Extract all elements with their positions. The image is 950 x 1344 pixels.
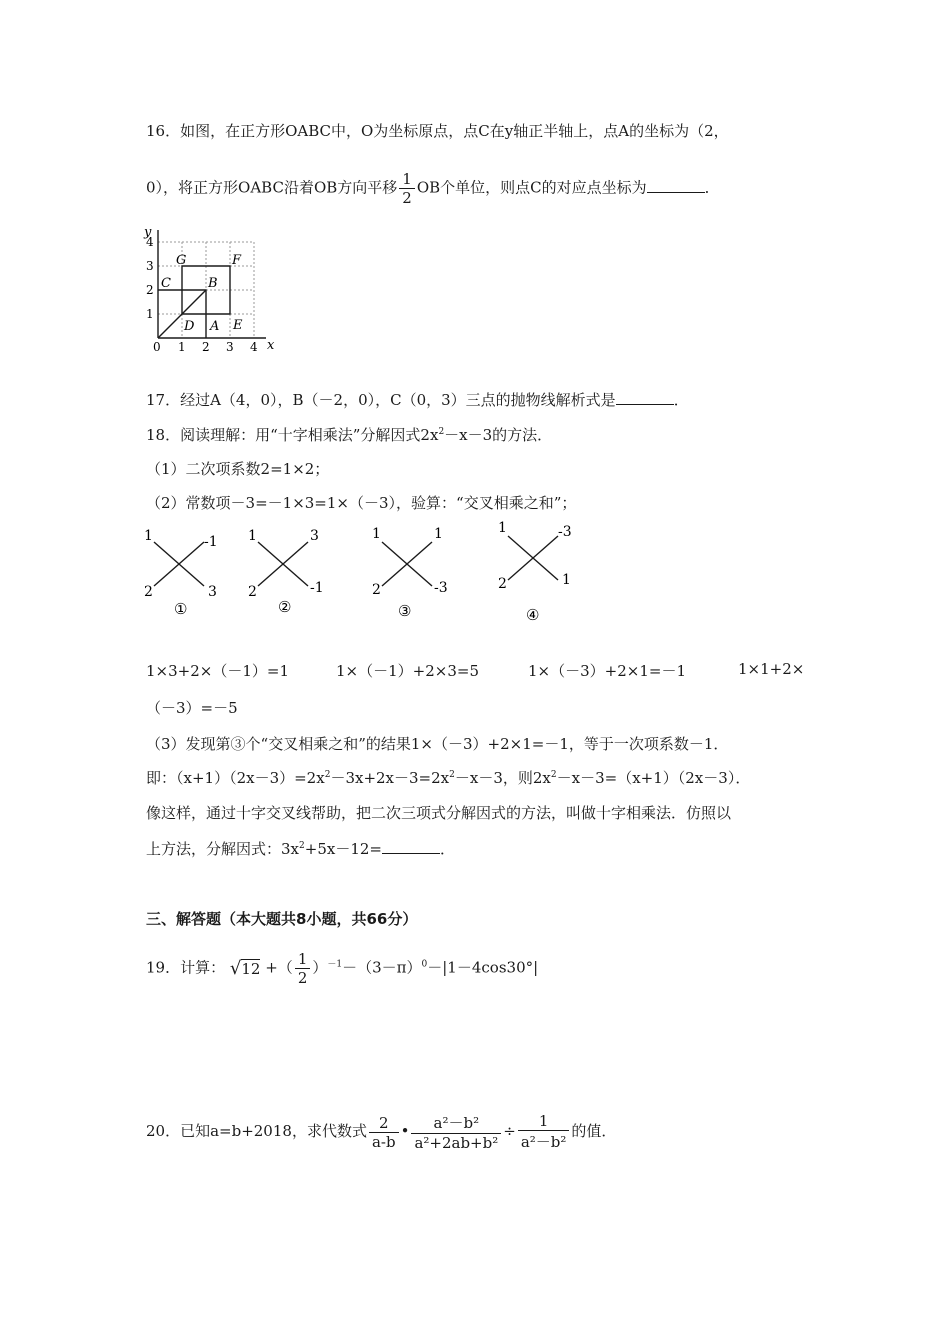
point-g-label: G bbox=[176, 253, 187, 268]
q19-minus-3pi: －（3－π） bbox=[342, 958, 422, 977]
q20-suffix: 的值． bbox=[571, 1122, 617, 1140]
y-axis-label: y bbox=[144, 225, 152, 240]
cross1-label: ① bbox=[174, 600, 188, 618]
cross3-tl: 1 bbox=[372, 526, 381, 542]
q18-ie-c: －x－3，则2x bbox=[454, 769, 551, 787]
q20-line bbox=[146, 1112, 616, 1152]
q19-frac-num: 1 bbox=[295, 950, 311, 969]
q18-ie bbox=[146, 767, 750, 788]
q18-intro-a: 18．阅读理解：用“十字相乘法”分解因式2x bbox=[146, 426, 439, 444]
q16-fraction bbox=[399, 170, 415, 207]
q17-text: 17．经过A（4，0），B（－2，0），C（0，3）三点的抛物线解析式是 bbox=[146, 391, 616, 409]
q20-fraction-3 bbox=[518, 1112, 570, 1152]
q17-answer-blank bbox=[616, 392, 674, 405]
q19-prefix: 19．计算： bbox=[146, 958, 226, 977]
cross-result-1: 1×3+2×（－1）=1 bbox=[146, 662, 289, 680]
q20-f3-num: 1 bbox=[518, 1112, 570, 1131]
cross-result-4-cont: （－3）=－5 bbox=[146, 699, 238, 717]
q20-f1-num: 2 bbox=[369, 1114, 399, 1133]
q18-ie-sup3: 2 bbox=[550, 770, 557, 780]
q16-line1: 16．如图，在正方形OABC中，O为坐标原点，点C在y轴正半轴上，点A的坐标为（2， bbox=[146, 122, 729, 140]
point-f-label: F bbox=[232, 253, 242, 268]
q20-fraction-2 bbox=[411, 1112, 501, 1152]
y-tick-4: 4 bbox=[146, 235, 154, 249]
q18-intro-b: －x－3的方法． bbox=[444, 426, 553, 444]
q18-ie-b: －3x+2x－3=2x bbox=[330, 769, 450, 787]
cross4-br: 1 bbox=[562, 572, 571, 588]
q19-sqrt bbox=[230, 958, 261, 979]
q18-intro bbox=[146, 424, 552, 445]
cross-diagram-2 bbox=[244, 522, 334, 622]
cross4-label: ④ bbox=[526, 606, 540, 624]
q17-end: ． bbox=[673, 391, 689, 409]
cross-result-4: 1×1+2× bbox=[738, 660, 805, 678]
q20-dot: • bbox=[400, 1122, 410, 1140]
sqrt-icon: √ bbox=[229, 958, 242, 979]
section3-title: 三、解答题（本大题共8小题，共66分） bbox=[146, 910, 418, 928]
x-tick-2: 2 bbox=[202, 340, 210, 354]
q20-fraction-1 bbox=[369, 1114, 399, 1151]
y-tick-2: 2 bbox=[146, 283, 154, 297]
cross-result-2: 1×（－1）+2×3=5 bbox=[336, 662, 479, 680]
q18-ie-a: 即：（x+1）（2x－3）=2x bbox=[146, 769, 325, 787]
coordinate-grid-figure bbox=[136, 222, 286, 357]
q20-f2-den: a²+2ab+b² bbox=[414, 1134, 499, 1152]
q19-abs-part: －|1－4cos30°| bbox=[427, 958, 539, 977]
q18-desc2-sup: 2 bbox=[299, 841, 305, 851]
q19-plus-paren: +（ bbox=[265, 958, 293, 977]
q18-desc2-b: +5x－12= bbox=[304, 840, 382, 858]
cross2-tl: 1 bbox=[248, 528, 257, 544]
cross-diagram-1 bbox=[140, 522, 230, 622]
cross3-tr: 1 bbox=[434, 526, 443, 542]
q19-sqrt-val: 12 bbox=[241, 960, 261, 978]
q16-line2-a: 0），将正方形OABC沿着OB方向平移 bbox=[146, 178, 398, 197]
q19-exp-neg1: －1 bbox=[327, 959, 343, 970]
cross4-bl: 2 bbox=[498, 576, 507, 592]
q18-desc2 bbox=[146, 838, 455, 859]
q18-desc2-end: ． bbox=[439, 840, 455, 858]
cross2-tr: 3 bbox=[310, 528, 319, 544]
q16-end: ． bbox=[704, 178, 720, 197]
cross3-bl: 2 bbox=[372, 582, 381, 598]
q20-f2-num: a²－b² bbox=[411, 1112, 501, 1134]
x-tick-0: 0 bbox=[153, 340, 161, 354]
q17-line bbox=[146, 389, 689, 410]
q16-answer-blank bbox=[647, 180, 705, 193]
y-tick-1: 1 bbox=[146, 307, 154, 321]
cross1-tl: 1 bbox=[144, 528, 153, 544]
q20-prefix: 20．已知a=b+2018，求代数式 bbox=[146, 1122, 367, 1140]
cross2-br: -1 bbox=[310, 580, 324, 596]
q20-f3-den: a²－b² bbox=[520, 1133, 567, 1151]
q18-ie-sup2: 2 bbox=[449, 770, 455, 780]
q18-step3: （3）发现第③个“交叉相乘之和”的结果1×（－3）+2×1=－1，等于一次项系数－1． bbox=[146, 735, 729, 753]
q18-step2: （2）常数项－3=－1×3=1×（－3），验算：“交叉相乘之和”； bbox=[146, 494, 577, 512]
cross-diagram-4 bbox=[494, 514, 584, 624]
cross4-tr: -3 bbox=[558, 524, 572, 540]
q18-desc1: 像这样，通过十字交叉线帮助，把二次三项式分解因式的方法，叫做十字相乘法．仿照以 bbox=[146, 804, 732, 822]
q18-answer-blank bbox=[382, 841, 440, 854]
q18-intro-sup: 2 bbox=[438, 427, 445, 437]
cross4-tl: 1 bbox=[498, 520, 507, 536]
q18-ie-d: －x－3=（x+1）（2x－3）． bbox=[556, 769, 751, 787]
cross1-bl: 2 bbox=[144, 584, 153, 600]
point-d-label: D bbox=[184, 319, 195, 334]
cross2-label: ② bbox=[278, 598, 292, 616]
cross-result-3: 1×（－3）+2×1=－1 bbox=[528, 662, 686, 680]
point-c-label: C bbox=[161, 276, 171, 291]
cross-diagram-3 bbox=[368, 518, 458, 622]
q18-desc2-a: 上方法，分解因式：3x bbox=[146, 840, 300, 858]
q18-ie-sup1: 2 bbox=[324, 770, 331, 780]
q19-close-paren: ） bbox=[312, 958, 328, 977]
x-tick-3: 3 bbox=[226, 340, 234, 354]
point-b-label: B bbox=[208, 276, 218, 291]
q19-fraction bbox=[295, 950, 311, 987]
point-e-label: E bbox=[233, 318, 243, 333]
q16-frac-den: 2 bbox=[402, 189, 412, 207]
cross3-br: -3 bbox=[434, 580, 448, 596]
q19-exp-0: 0 bbox=[421, 959, 428, 970]
q19-frac-den: 2 bbox=[297, 969, 308, 987]
point-a-label: A bbox=[210, 319, 220, 334]
x-axis-label: x bbox=[267, 338, 275, 353]
q20-div: ÷ bbox=[503, 1122, 516, 1140]
y-tick-3: 3 bbox=[146, 259, 154, 273]
q16-frac-num: 1 bbox=[399, 170, 415, 189]
cross1-tr: -1 bbox=[204, 534, 218, 550]
q19-line bbox=[146, 950, 538, 987]
x-tick-1: 1 bbox=[178, 340, 186, 354]
x-tick-4: 4 bbox=[250, 340, 258, 354]
q16-line2 bbox=[146, 170, 720, 207]
q20-f1-den: a-b bbox=[371, 1132, 396, 1151]
cross3-label: ③ bbox=[398, 602, 412, 620]
q18-step1: （1）二次项系数2=1×2； bbox=[146, 460, 330, 478]
cross1-br: 3 bbox=[208, 584, 217, 600]
cross2-bl: 2 bbox=[248, 584, 257, 600]
q16-line2-b: OB个单位，则点C的对应点坐标为 bbox=[416, 178, 647, 197]
